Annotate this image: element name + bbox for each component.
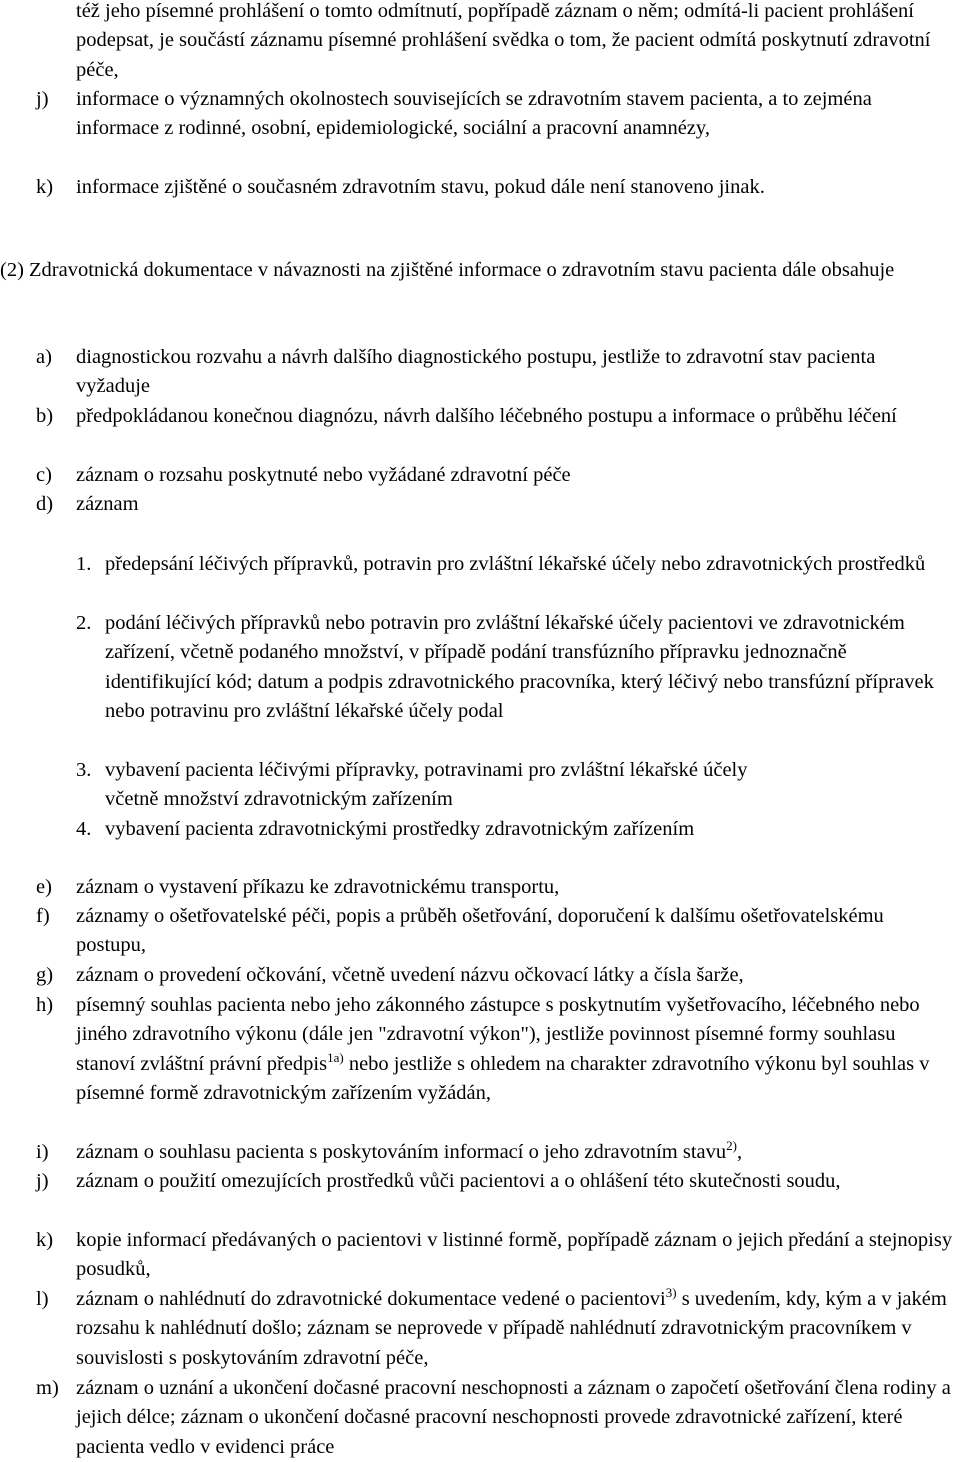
list-item-k2 <box>36 1226 954 1285</box>
list-label: j) <box>36 1170 49 1192</box>
list-item-h <box>36 991 954 1108</box>
list-label: i) <box>36 1141 49 1163</box>
list-item-b <box>36 402 954 431</box>
sub-item-4 <box>76 815 954 844</box>
list-text: informace o významných okolnostech souvisejících se zdravotním stavem pacienta, a to zejména informace z rodinné, osobní, epidemiologické, sociální a pracovní anamnézy, <box>76 88 872 140</box>
list-label: e) <box>36 876 52 898</box>
list-item-c <box>36 461 954 490</box>
footnote-ref: 2) <box>726 1138 737 1153</box>
sub-label: 2. <box>76 612 92 634</box>
sub-label: 1. <box>76 553 92 575</box>
list-item-m <box>36 1374 954 1462</box>
list-label: g) <box>36 964 54 986</box>
list-item-j2 <box>36 1167 954 1196</box>
list-text: záznam o nahlédnutí do zdravotnické dokumentace vedené o pacientovi$^{3)}$ s uvedením, kdy, kým a v jakém rozsahu k nahlédnutí došlo; záznam se neprovede v případě nahlédnutí zdravotnickým pracovníkem v souvislosti s poskytováním zdravotní péče, <box>76 1285 947 1369</box>
list-item-l <box>36 1285 954 1373</box>
list-item-e <box>36 873 954 902</box>
list-text: záznam o uznání a ukončení dočasné pracovní neschopnosti a záznam o započetí ošetřování člena rodiny a jejich délce; záznam o ukončení dočasné pracovní neschopnosti provede zdravotnické zařízení, které pacienta vedlo v evidenci práce <box>76 1377 951 1458</box>
list-text: záznam o použití omezujících prostředků vůči pacientovi a o ohlášení této skutečnosti soudu, <box>76 1170 841 1192</box>
sub-label: 3. <box>76 759 92 781</box>
footnote-ref: 1a) <box>327 1049 344 1065</box>
list-text: diagnostickou rozvahu a návrh dalšího diagnostického postupu, jestliže to zdravotní stav pacienta vyžaduje <box>76 346 876 398</box>
list-item-a <box>36 343 954 402</box>
list-text: záznam <box>76 493 139 515</box>
list-item-f <box>36 902 954 961</box>
list-text: záznam o vystavení příkazu ke zdravotnickému transportu, <box>76 876 560 898</box>
list-text: záznam o provedení očkování, včetně uvedení názvu očkovací látky a čísla šarže, <box>76 964 744 986</box>
sub-label: 4. <box>76 818 92 840</box>
list-text: předpokládanou konečnou diagnózu, návrh dalšího léčebného postupu a informace o průběhu léčení <box>76 405 897 427</box>
sub-item-3 <box>76 756 954 815</box>
list-text: kopie informací předávaných o pacientovi v listinné formě, popřípadě záznam o jejich předání a stejnopisy posudků, <box>76 1229 953 1281</box>
list-text: informace zjištěné o současném zdravotním stavu, pokud dále není stanoveno jinak. <box>76 176 765 198</box>
list-label: k) <box>36 176 54 198</box>
list-label: d) <box>36 493 54 515</box>
list-label: k) <box>36 1229 54 1251</box>
list-text: záznam o souhlasu pacienta s poskytováním informací o jeho zdravotním stavu$^{2)}$, <box>76 1138 743 1163</box>
list-text: záznam o rozsahu poskytnuté nebo vyžádané zdravotní péče <box>76 464 571 486</box>
list-item-j <box>36 85 954 144</box>
list-label: j) <box>36 88 49 110</box>
list-item-d <box>36 490 954 519</box>
sub-item-1 <box>76 550 954 579</box>
list-label: f) <box>36 905 50 927</box>
footnote-ref: 3) <box>665 1285 677 1300</box>
list-item-k <box>36 173 954 202</box>
continuation-paragraph: též jeho písemné prohlášení o tomto odmítnutí, popřípadě záznam o něm; odmítá-li pacient prohlášení podepsat, je součástí záznamu písemné prohlášení svědka o tom, že pacient odmítá poskytnutí zdravotní péče, <box>76 0 931 81</box>
list-label: b) <box>36 405 54 427</box>
sub-text: podání léčivých přípravků nebo potravin pro zvláštní lékařské účely pacientovi ve zdravotnickém zařízení, včetně podaného množství, v případě podání transfúzního přípravku jednoznačně identifikující kód; datum a podpis zdravotnického pracovníka, který léčivý nebo transfúzní přípravek nebo potravinu pro zvláštní lékařské účely podal <box>105 612 934 722</box>
list-label: l) <box>36 1288 49 1310</box>
list-label: m) <box>36 1377 59 1399</box>
list-text: záznamy o ošetřovatelské péči, popis a průběh ošetřování, doporučení k dalšímu ošetřovatelskému postupu, <box>76 905 884 957</box>
list-text: písemný souhlas pacienta nebo jeho zákonného zástupce s poskytnutím vyšetřovacího, léčebného nebo jiného zdravotního výkonu (dále jen "zdravotní výkon"), jestliže povinnost písemné formy souhlasu stanoví zvláštní právní předpis$^{1a)}$ nebo jestliže s ohledem na charakter zdravotního výkonu byl souhlas v písemné formě zdravotnickým zařízením vyžádán, <box>76 994 930 1104</box>
sub-text: vybavení pacienta zdravotnickými prostředky zdravotnickým zařízením <box>105 818 695 840</box>
list-item-g <box>36 961 954 990</box>
list-label: c) <box>36 464 52 486</box>
list-label: a) <box>36 346 52 368</box>
sub-text: předepsání léčivých přípravků, potravin pro zvláštní lékařské účely nebo zdravotnických prostředků <box>105 553 926 575</box>
sub-item-2 <box>76 609 954 726</box>
list-label: h) <box>36 994 54 1016</box>
section-2-intro: (2) Zdravotnická dokumentace v návaznosti na zjištěné informace o zdravotním stavu pacienta dále obsahuje <box>0 259 895 281</box>
list-item-i <box>36 1138 954 1167</box>
sub-text: vybavení pacienta léčivými přípravky, potravinami pro zvláštní lékařské účely včetně množství zdravotnickým zařízením <box>105 759 748 811</box>
